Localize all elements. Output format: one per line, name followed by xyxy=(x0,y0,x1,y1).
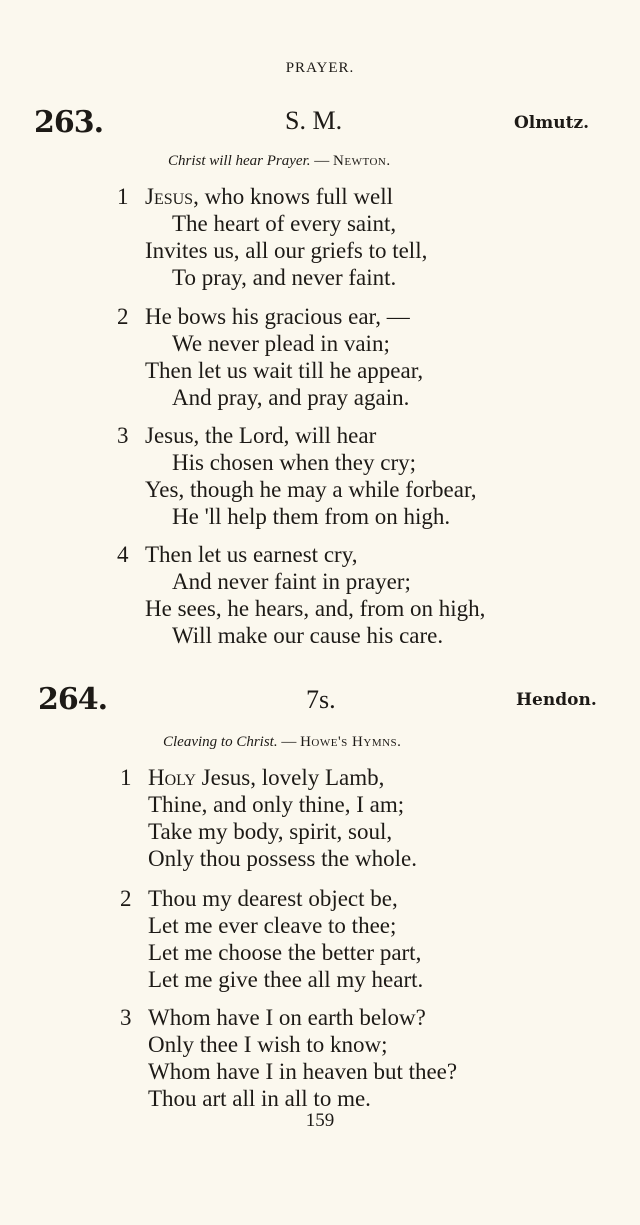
hymn-meter: 7s. xyxy=(306,685,336,714)
verse-line: He bows his gracious ear, — xyxy=(145,304,410,329)
hymn-author: Newton. xyxy=(333,153,391,169)
hymn-number: 263. xyxy=(34,105,104,140)
verse-line: The heart of every saint, xyxy=(172,211,397,236)
verse-line: His chosen when they cry; xyxy=(172,450,416,475)
hymn-subtitle xyxy=(168,153,391,170)
verse-line: And pray, and pray again. xyxy=(172,385,410,410)
hymn-meter: S. M. xyxy=(285,106,343,135)
verse-first-word: Holy xyxy=(148,765,196,790)
verse-line xyxy=(148,764,384,791)
verse-first-rest: Jesus, lovely Lamb, xyxy=(195,765,385,790)
verse-number: 1 xyxy=(120,765,132,790)
verse-number: 2 xyxy=(117,304,129,329)
verse-line: Thine, and only thine, I am; xyxy=(148,792,405,817)
verse-line: Then let us earnest cry, xyxy=(145,542,358,567)
verse-line: Whom have I in heaven but thee? xyxy=(148,1059,458,1084)
verse-line: Will make our cause his care. xyxy=(172,623,444,648)
verse-line: Let me choose the better part, xyxy=(148,940,422,965)
running-head: PRAYER. xyxy=(285,60,355,76)
verse-line: Take my body, spirit, soul, xyxy=(148,819,393,844)
verse-number: 1 xyxy=(117,184,129,209)
verse-line: Only thee I wish to know; xyxy=(148,1032,388,1057)
verse-line: Only thou possess the whole. xyxy=(148,846,417,871)
verse-number: 3 xyxy=(117,423,129,448)
hymn-title: Cleaving to Christ. xyxy=(163,734,278,750)
tune-name: Olmutz. xyxy=(514,113,590,133)
subtitle-separator: — xyxy=(310,153,334,169)
verse-number: 2 xyxy=(120,886,132,911)
verse-line: Thou my dearest object be, xyxy=(148,886,398,911)
verse-line: Let me give thee all my heart. xyxy=(148,967,424,992)
verse-line: Let me ever cleave to thee; xyxy=(148,913,397,938)
verse-line: To pray, and never faint. xyxy=(172,265,397,290)
verse-line: Invites us, all our griefs to tell, xyxy=(145,238,428,263)
hymn-number: 264. xyxy=(38,682,108,717)
verse-line: And never faint in prayer; xyxy=(172,569,411,594)
verse-line xyxy=(145,183,393,210)
verse-line: Whom have I on earth below? xyxy=(148,1005,426,1030)
verse-first-word: Jesus, xyxy=(145,184,199,209)
verse-line: He 'll help them from on high. xyxy=(172,504,451,529)
tune-name: Hendon. xyxy=(516,690,597,710)
hymn-subtitle xyxy=(163,734,401,751)
verse-number: 3 xyxy=(120,1005,132,1030)
verse-line: Yes, though he may a while forbear, xyxy=(145,477,477,502)
verse-number: 4 xyxy=(117,542,129,567)
verse-line: He sees, he hears, and, from on high, xyxy=(145,596,486,621)
verse-line: Then let us wait till he appear, xyxy=(145,358,424,383)
page-number: 159 xyxy=(305,1110,335,1131)
hymn-author: Howe's Hymns. xyxy=(300,734,402,750)
verse-first-rest: who knows full well xyxy=(198,184,394,209)
verse-line: Jesus, the Lord, will hear xyxy=(145,423,377,448)
hymn-title: Christ will hear Prayer. xyxy=(168,153,311,169)
verse-line: Thou art all in all to me. xyxy=(148,1086,371,1111)
verse-line: We never plead in vain; xyxy=(172,331,390,356)
subtitle-separator: — xyxy=(277,734,301,750)
